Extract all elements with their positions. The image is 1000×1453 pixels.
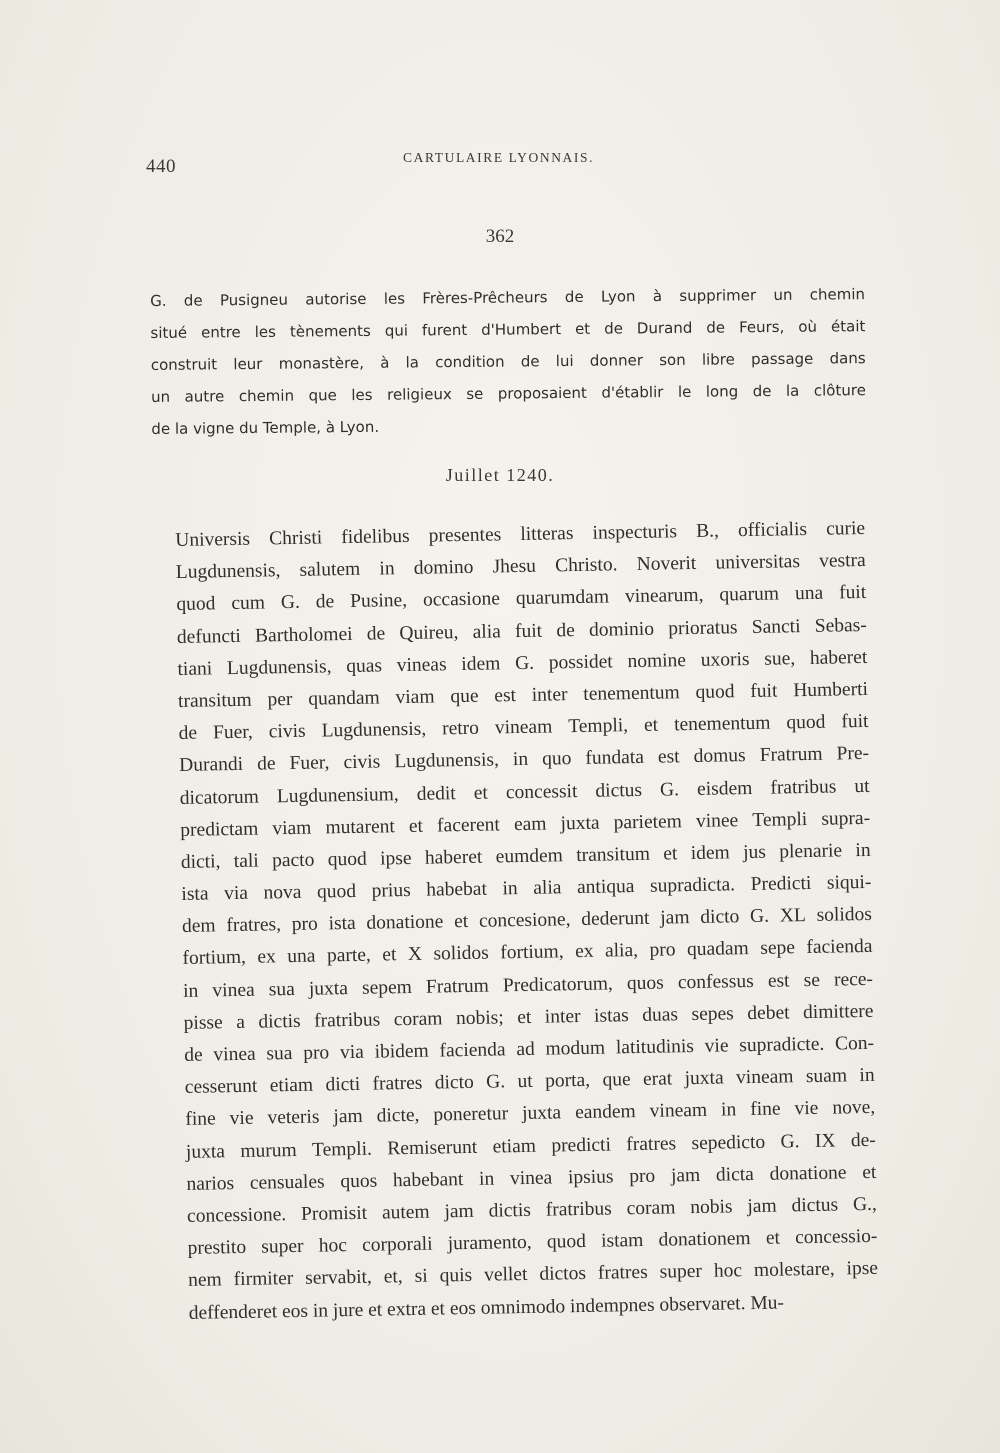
body-line: defuncti Bartholomei de Quireu, alia fuit de dominio prioratus Sancti Sebas- [176,614,867,648]
body-line: dicti, tali pacto quod ipse haberet eumdem transitum et idem jus plenarie in [180,839,871,873]
body-line: juxta murum Templi. Remiserunt etiam predicti fratres sepedicto G. IX de- [185,1129,876,1163]
body-line: tiani Lugdunensis, quas vineas idem G. possidet nomine uxoris sue, haberet [177,646,868,680]
body-line: fine vie veteris jam dicte, poneretur juxta eandem vineam in fine vie nove, [185,1097,876,1131]
body-line: transitum per quandam viam que est inter tenementum quod fuit Humberti [177,678,869,712]
document-number: 362 [485,226,515,247]
summary-line: situé entre les tènements qui furent d'Humbert et de Durand de Feurs, où était [150,317,866,342]
body-line: dicatorum Lugdunensium, dedit et concessit dictus G. eisdem fratribus ut [179,775,870,809]
document-body [175,513,879,1330]
body-line: Lugdunensis, salutem in domino Jhesu Christo. Noverit universitas vestra [175,550,866,584]
body-line: ista via nova quod prius habebat in alia antiqua supradicta. Predicti siqui- [181,871,872,906]
document-summary [150,278,867,445]
page-number: 440 [146,156,176,177]
body-line: narios censuales quos habebant in vinea ipsius pro jam dicta donatione et [186,1161,877,1195]
body-line: quod cum G. de Pusine, occasione quarumdam vinearum, quarum una fuit [176,582,867,616]
body-line: de Fuer, civis Lugdunensis, retro vineam Templi, et tenementum quod fuit [178,711,869,745]
body-line: in vinea sua juxta sepem Fratrum Predicatorum, quos confessus est se rece- [182,968,874,1002]
summary-line: construit leur monastère, à la condition de lui donner son libre passage dans [150,349,866,374]
body-line: dem fratres, pro ista donatione et concesione, dederunt jam dicto G. XL solidos [181,904,873,938]
body-line: pisse a dictis fratribus coram nobis; et inter istas duas sepes debet dimittere [183,1000,874,1034]
body-line: predictam viam mutarent et facerent eam juxta parietem vinee Templi supra- [180,807,871,841]
body-line: nem firmiter servabit, et, si quis vellet dictos fratres super hoc molestare, ipse [188,1258,879,1292]
running-head [146,150,866,180]
summary-line: de la vigne du Temple, à Lyon. [151,417,380,438]
body-line: prestito super hoc corporali juramento, quod istam donationem et concessio- [187,1225,878,1260]
body-line: concessione. Promisit autem jam dictis fratribus coram nobis jam dictus G., [186,1193,878,1227]
running-title: CARTULAIRE LYONNAIS. [403,150,595,165]
body-line: fortium, ex una parte, et X solidos fortium, ex alia, pro quadam sepe facienda [182,936,873,970]
summary-line: G. de Pusigneu autorise les Frères-Prêcheurs de Lyon à supprimer un chemin [150,285,866,310]
body-line: Universis Christi fidelibus presentes litteras inspecturis B., officialis curie [175,517,866,551]
body-line: Durandi de Fuer, civis Lugdunensis, in quo fundata est domus Fratrum Pre- [179,743,870,777]
body-line: deffenderet eos in jure et extra et eos omnimodo indempnes observaret. Mu- [188,1291,785,1324]
body-line: de vinea sua pro via ibidem facienda ad modum latitudinis vie supradicte. Con- [184,1032,875,1066]
body-line: cesserunt etiam dicti fratres dicto G. ut porta, que erat juxta vineam suam in [184,1065,875,1099]
summary-line: un autre chemin que les religieux se proposaient d'établir le long de la clôture [150,381,866,406]
document-date: Juillet 1240. [445,465,555,485]
